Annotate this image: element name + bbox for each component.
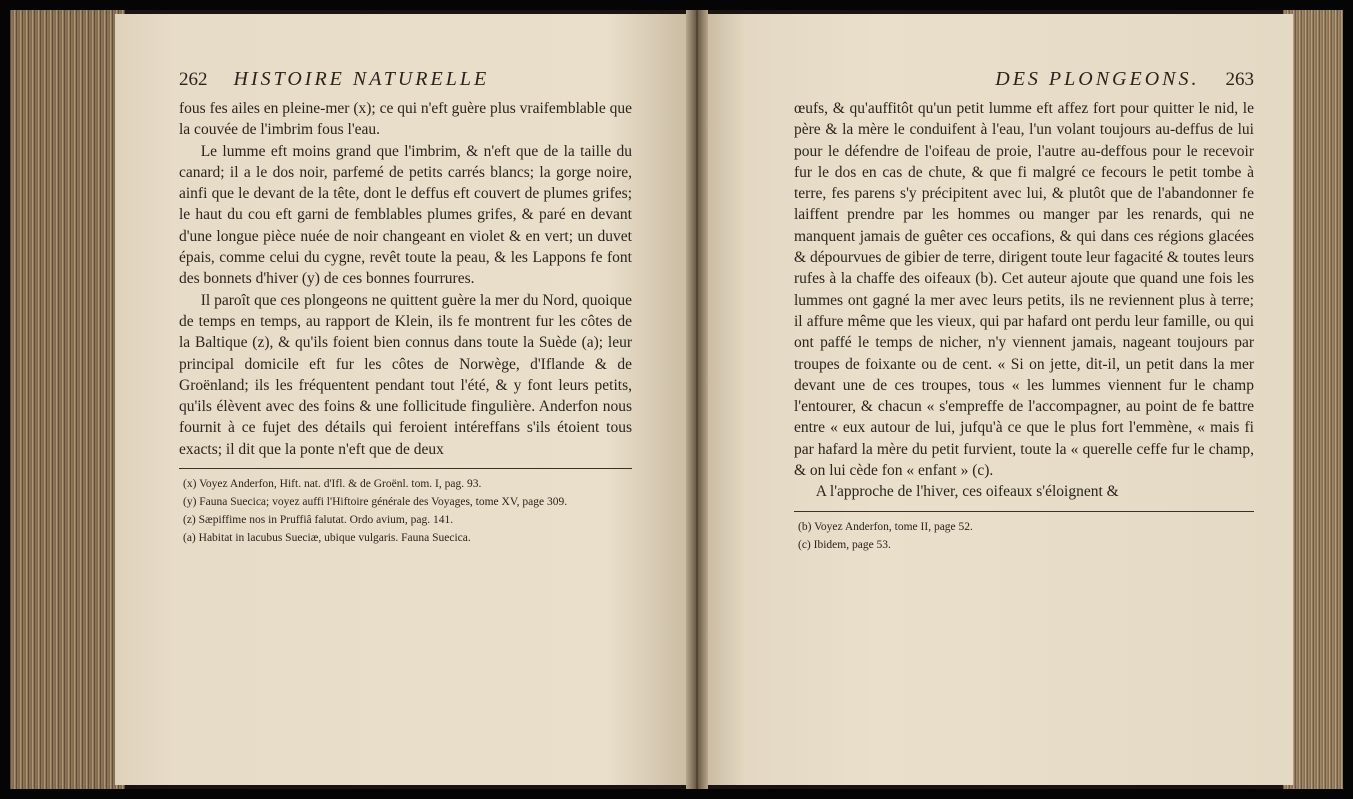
right-paragraph-1: œufs, & qu'auffitôt qu'un petit lumme eft affez fort pour quitter le nid, le père & la mère le conduifent à l'eau, l'un volant toujours au-deffus de lui pour le défendre de l'oifeau de proie, l'autre au-deffous pour le recevoir fur le dos en cas de chute, & que fi malgré ce fecours le petit tombe à terre, fes parens s'y précipitent avec lui, & plutôt que de l'abandonner fe laiffent prendre par les hommes ou manger par les renards, qui ne manquent jamais de guêter ces occafions, & qui dans ces régions glacées & dépourvues de gibier de terre, dirigent toute leur fagacité & toutes leurs rufes à la chaffe des oifeaux (b). Cet auteur ajoute que quand une fois les lummes ont gagné la mer avec leurs petits, ils ne reviennent plus à terre; il affure même que les vieux, qui par hafard ont perdu leur famille, ou qui ont paffé le temps de nicher, n'y viennent jamais, nageant toujours par troupes de foixante ou de cent. « Si on jette, dit-il, un petit dans la mer devant une de ces troupes, tous « les lummes viennent fur le champ l'entourer, & chacun « s'empreffe de l'accompagner, au point de fe battre entre « eux autour de lui, jufqu'à ce que le plus fort l'emmène, « mais fi par hafard la mère du petit furvient, toute la « querelle ceffe fur le champ, & on lui cède fon « enfant » (c). (794, 100, 1254, 480)
book-spread (10, 10, 1343, 789)
footnote-b: (b) Voyez Anderfon, tome II, page 52. (798, 520, 973, 533)
footnote-x: (x) Voyez Anderfon, Hift. nat. d'Ifl. & de Groënl. tom. I, pag. 93. (183, 478, 482, 491)
footnote-c: (c) Ibidem, page 53. (798, 538, 891, 551)
right-head-title: DES PLONGEONS. (995, 68, 1200, 90)
left-footnotes (179, 475, 632, 547)
right-running-head (794, 68, 1254, 98)
left-paragraph-1: fous fes ailes en pleine-mer (x); ce qui n'eft guère plus vraifemblable que la couvée de l'imbrim fous l'eau. (179, 100, 632, 139)
footnote-z: (z) Sæpiffime nos in Pruffiâ falutat. Ordo avium, pag. 141. (183, 514, 454, 527)
left-body (179, 98, 632, 460)
right-body (794, 98, 1254, 503)
left-page-number: 262 (179, 69, 208, 90)
left-footnote-rule (179, 468, 632, 469)
right-footnote-rule (794, 511, 1254, 512)
left-paragraph-2: Le lumme eft moins grand que l'imbrim, & n'eft que de la taille du canard; il a le dos noir, parfemé de petits carrés blancs; la gorge noire, ainfi que le devant de la tête, dont le deffus eft couvert de plumes grifes; le haut du cou eft garni de femblables plumes grifes, & paré en devant d'une longue pièce nuée de noir changeant en violet & en vert; un duvet épais, comme celui du cygne, revêt toute la peau, & les Lappons fe font des bonnets d'hiver (y) de ces bonnes fourrures. (179, 142, 632, 288)
left-running-head (179, 68, 632, 98)
right-paragraph-2: A l'approche de l'hiver, ces oifeaux s'éloignent & (815, 483, 1119, 501)
left-page-text (179, 68, 632, 547)
left-paragraph-3: Il paroît que ces plongeons ne quittent guère la mer du Nord, quoique de temps en temps, au rapport de Klein, ils fe montrent fur les côtes de la Baltique (z), & qu'ils foient bien connus dans toute la Suède (a); leur principal domicile eft fur les côtes de Norwège, d'Iflande & de Groënland; ils les fréquentent pendant tout l'été, & y font leurs petits, qu'ils élèvent avec des foins & une follicitude fingulière. Anderfon nous fournit à ce fujet des détails qui feroient intéreffans s'ils étoient tous exacts; il dit que la ponte n'eft que de deux (179, 291, 632, 458)
footnote-a: (a) Habitat in lacubus Sueciæ, ubique vulgaris. Fauna Suecica. (183, 532, 471, 545)
right-page-text (794, 68, 1254, 554)
right-footnotes (794, 518, 1254, 554)
right-page-number: 263 (1225, 69, 1254, 90)
footnote-y: (y) Fauna Suecica; voyez auffi l'Hiftoire générale des Voyages, tome XV, page 309. (183, 496, 568, 509)
left-head-title: HISTOIRE NATURELLE (233, 68, 490, 90)
